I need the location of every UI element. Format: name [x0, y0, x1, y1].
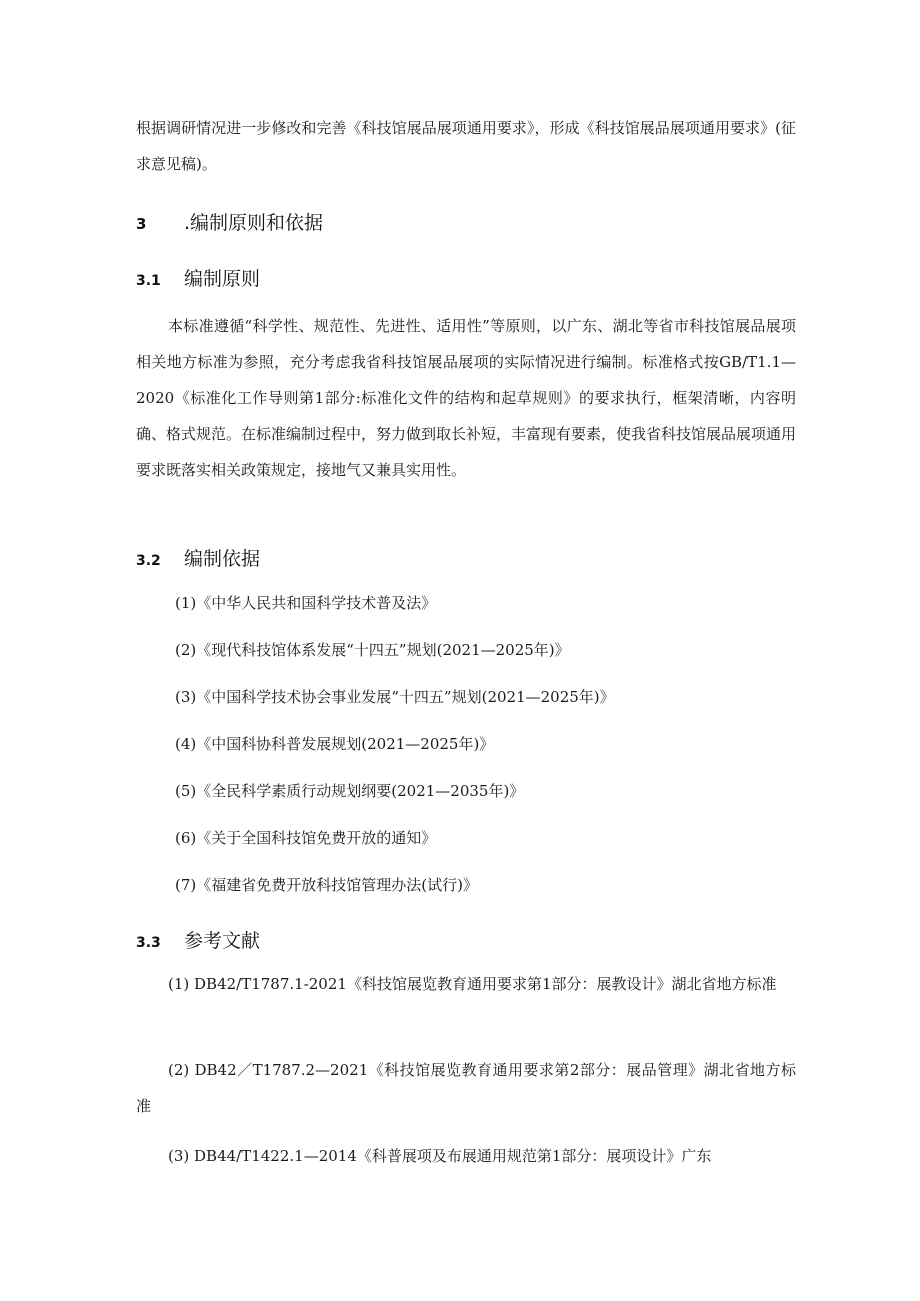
basis-item: (4)《中国科协科普发展规划(2021—2025年)》	[175, 735, 495, 753]
basis-item: (6)《关于全国科技馆免费开放的通知》	[175, 829, 437, 847]
section-3-1-number: 3.1	[136, 273, 161, 289]
basis-item: (2)《现代科技馆体系发展“十四五”规划(2021—2025年)》	[175, 641, 570, 659]
section-3-3-heading	[136, 926, 260, 953]
section-3-2-number: 3.2	[136, 553, 161, 569]
section-3-1-paragraph: 本标准遵循“科学性、规范性、先进性、适用性”等原则，以广东、湖北等省市科技馆展品展项相关地方标准为参照，充分考虑我省科技馆展品展项的实际情况进行编制。标准格式按GB/T1.1—2020《标准化工作导则第1部分:标准化文件的结构和起草规则》的要求执行，框架清晰，内容明确、格式规范。在标准编制过程中，努力做到取长补短，丰富现有要素，使我省科技馆展品展项通用要求既落实相关政策规定，接地气又兼具实用性。	[136, 317, 797, 479]
section-3-title: .编制原则和依据	[184, 212, 324, 234]
section-3-2-heading	[136, 544, 260, 571]
section-3-3-number: 3.3	[136, 935, 161, 951]
section-3-number: 3	[136, 215, 147, 233]
reference-item: (2) DB42／T1787.2—2021《科技馆展览教育通用要求第2部分：展品管理》湖北省地方标准	[136, 1061, 796, 1115]
basis-item: (1)《中华人民共和国科学技术普及法》	[175, 594, 437, 612]
section-3-1-title: 编制原则	[184, 268, 261, 290]
section-3-1-heading	[136, 264, 260, 291]
basis-item: (7)《福建省免费开放科技馆管理办法(试行)》	[175, 876, 478, 894]
reference-item: (1) DB42/T1787.1-2021《科技馆展览教育通用要求第1部分：展教设计》湖北省地方标准	[168, 975, 777, 993]
section-3-2-title: 编制依据	[184, 548, 261, 570]
section-3-3-title: 参考文献	[184, 930, 261, 952]
reference-item: (3) DB44/T1422.1—2014《科普展项及布展通用规范第1部分：展项设计》广东	[168, 1147, 712, 1165]
basis-item: (3)《中国科学技术协会事业发展“十四五”规划(2021—2025年)》	[175, 688, 615, 706]
section-3-heading	[136, 208, 323, 235]
intro-paragraph: 根据调研情况进一步修改和完善《科技馆展品展项通用要求》，形成《科技馆展品展项通用要求》(征求意见稿)。	[136, 119, 796, 173]
basis-item: (5)《全民科学素质行动规划纲要(2021—2035年)》	[175, 782, 525, 800]
